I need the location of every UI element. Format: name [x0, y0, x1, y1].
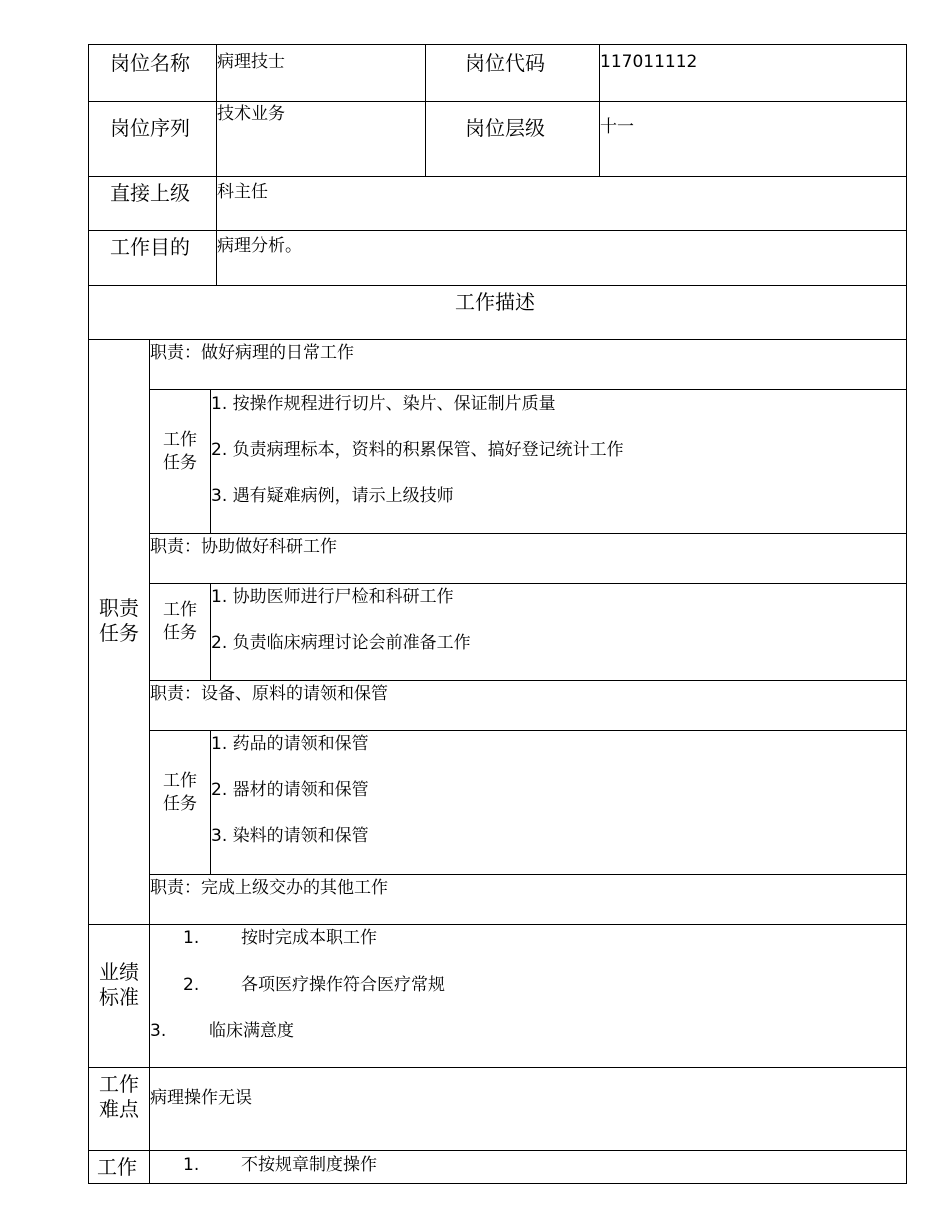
description-title: 工作描述 — [455, 290, 535, 314]
duty-title: 职责：设备、原料的请领和保管 — [150, 684, 388, 704]
divider — [88, 339, 907, 340]
sequence-label: 岗位序列 — [110, 116, 190, 140]
difficulty-label-line1: 工作 — [99, 1072, 139, 1096]
risk-item-text: 不按规章制度操作 — [241, 1155, 377, 1175]
task-label-line2: 任务 — [163, 623, 197, 643]
duties-label — [89, 596, 149, 646]
performance-item-number: 3. — [150, 1021, 167, 1041]
purpose-value: 病理分析。 — [217, 236, 302, 256]
supervisor-value: 科主任 — [217, 182, 268, 202]
divider — [149, 533, 907, 534]
divider — [88, 1067, 907, 1068]
position-name-label: 岗位名称 — [110, 51, 190, 75]
divider — [88, 1150, 907, 1151]
duty-title: 职责：协助做好科研工作 — [150, 537, 337, 557]
risk-item-number: 1. — [183, 1155, 200, 1175]
task-label-line1: 工作 — [163, 600, 197, 620]
table-border-bottom — [88, 1183, 907, 1184]
divider — [149, 583, 907, 584]
performance-item-text: 按时完成本职工作 — [241, 928, 377, 948]
performance-label-line2: 标准 — [99, 985, 139, 1009]
divider — [88, 101, 907, 102]
level-value: 十一 — [600, 117, 634, 137]
task-label-line2: 任务 — [163, 453, 197, 473]
position-code-value: 117011112 — [600, 52, 698, 72]
duties-label-line1: 职责 — [99, 596, 139, 620]
task-label-line1: 工作 — [163, 430, 197, 450]
divider — [425, 44, 426, 176]
sequence-value: 技术业务 — [217, 104, 285, 124]
task-item: 3. 遇有疑难病例，请示上级技师 — [211, 486, 454, 506]
position-name-value: 病理技士 — [217, 52, 285, 72]
duty-title: 职责：做好病理的日常工作 — [150, 343, 354, 363]
task-item: 1. 按操作规程进行切片、染片、保证制片质量 — [211, 394, 556, 414]
risk-label: 工作 — [97, 1155, 137, 1179]
divider — [88, 285, 907, 286]
performance-label-line1: 业绩 — [99, 960, 139, 984]
divider — [88, 176, 907, 177]
divider — [149, 730, 907, 731]
duties-label-line2: 任务 — [99, 621, 139, 645]
task-label — [150, 429, 210, 475]
task-label-line2: 任务 — [163, 794, 197, 814]
task-item: 2. 器材的请领和保管 — [211, 780, 369, 800]
divider — [88, 924, 907, 925]
divider — [149, 874, 907, 875]
divider — [88, 230, 907, 231]
task-item: 2. 负责病理标本，资料的积累保管、搞好登记统计工作 — [211, 440, 624, 460]
difficulty-label-line2: 难点 — [99, 1097, 139, 1121]
divider — [149, 680, 907, 681]
task-item: 1. 药品的请领和保管 — [211, 734, 369, 754]
task-item: 1. 协助医师进行尸检和科研工作 — [211, 587, 454, 607]
table-border-right — [906, 44, 907, 1184]
performance-item-number: 1. — [183, 928, 200, 948]
purpose-label: 工作目的 — [110, 235, 190, 259]
task-item: 3. 染料的请领和保管 — [211, 826, 369, 846]
supervisor-label: 直接上级 — [110, 181, 190, 205]
performance-label — [89, 960, 149, 1010]
task-label — [150, 599, 210, 645]
level-label: 岗位层级 — [465, 116, 545, 140]
difficulty-label — [89, 1072, 149, 1122]
task-item: 2. 负责临床病理讨论会前准备工作 — [211, 633, 471, 653]
task-label — [150, 770, 210, 816]
position-code-label: 岗位代码 — [465, 51, 545, 75]
duty-title: 职责：完成上级交办的其他工作 — [150, 878, 388, 898]
difficulty-text: 病理操作无误 — [150, 1088, 252, 1108]
divider — [149, 389, 907, 390]
task-label-line1: 工作 — [163, 771, 197, 791]
performance-item-text: 各项医疗操作符合医疗常规 — [241, 975, 445, 995]
performance-item-number: 2. — [183, 975, 200, 995]
performance-item-text: 临床满意度 — [209, 1021, 294, 1041]
table-border-top — [88, 44, 907, 45]
